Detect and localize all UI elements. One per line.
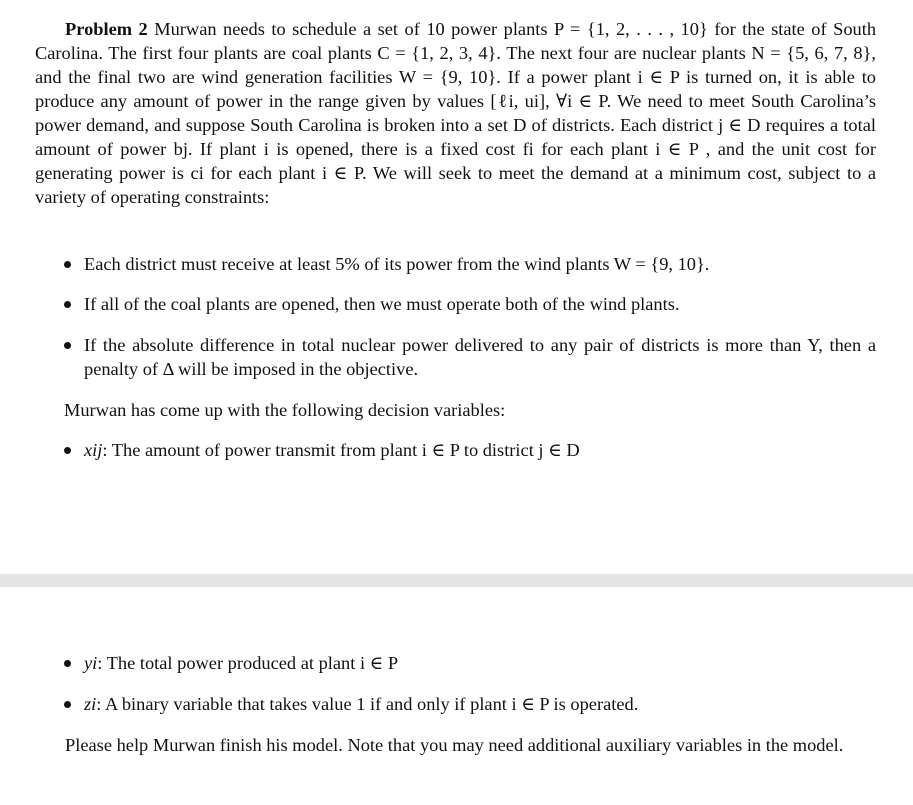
bullet-icon — [64, 301, 71, 308]
variable-text: : The amount of power transmit from plant i ∈ P to district j ∈ D — [102, 440, 580, 460]
bullet-icon — [64, 701, 71, 708]
constraint-item — [64, 252, 876, 276]
problem-statement — [35, 17, 876, 209]
constraint-text: If the absolute difference in total nuclear power delivered to any pair of districts is more than Y, then a penalty of Δ will be imposed in the objective. — [84, 335, 876, 379]
constraint-item — [64, 292, 876, 316]
constraint-text: Each district must receive at least 5% of its power from the wind plants W = {9, 10}. — [84, 254, 710, 274]
variable-item — [64, 692, 876, 716]
variable-item — [64, 438, 876, 462]
variable-symbol: zi — [84, 694, 97, 714]
variable-text: : A binary variable that takes value 1 if and only if plant i ∈ P is operated. — [96, 694, 639, 714]
variables-intro: Murwan has come up with the following decision variables: — [64, 400, 506, 420]
bullet-icon — [64, 342, 71, 349]
constraint-item — [64, 333, 876, 381]
problem-intro: Murwan needs to schedule a set of 10 power plants P = {1, 2, . . . , 10} for the state of South Carolina. The first four plants are coal plants C = {1, 2, 3, 4}. The next four are nuclear plants N = {5, 6, 7, 8}, and the final two are wind generation facilities W = {9, 10}. If a power plant i ∈ P is turned on, it is able to produce any amount of power in the range given by values [ℓi, ui], ∀i ∈ P. We need to meet South Carolina’s power demand, and suppose South Carolina is broken into a set D of districts. Each district j ∈ D requires a total amount of power bj. If plant i is opened, there is a fixed cost fi for each plant i ∈ P , and the unit cost for generating power is ci for each plant i ∈ P. We will seek to meet the demand at a minimum cost, subject to a variety of operating constraints: — [35, 19, 877, 207]
constraint-text: If all of the coal plants are opened, then we must operate both of the wind plants. — [84, 294, 680, 314]
problem-label: Problem 2 — [65, 19, 148, 39]
closing-paragraph: Please help Murwan finish his model. Note that you may need additional auxiliary variables in the model. — [65, 735, 844, 755]
bullet-icon — [64, 447, 71, 454]
bullet-icon — [64, 261, 71, 268]
variable-symbol: xij — [84, 440, 103, 460]
variable-text: : The total power produced at plant i ∈ P — [97, 653, 399, 673]
page-separator — [0, 574, 913, 587]
variable-item — [64, 651, 876, 675]
bullet-icon — [64, 660, 71, 667]
variable-symbol: yi — [84, 653, 98, 673]
